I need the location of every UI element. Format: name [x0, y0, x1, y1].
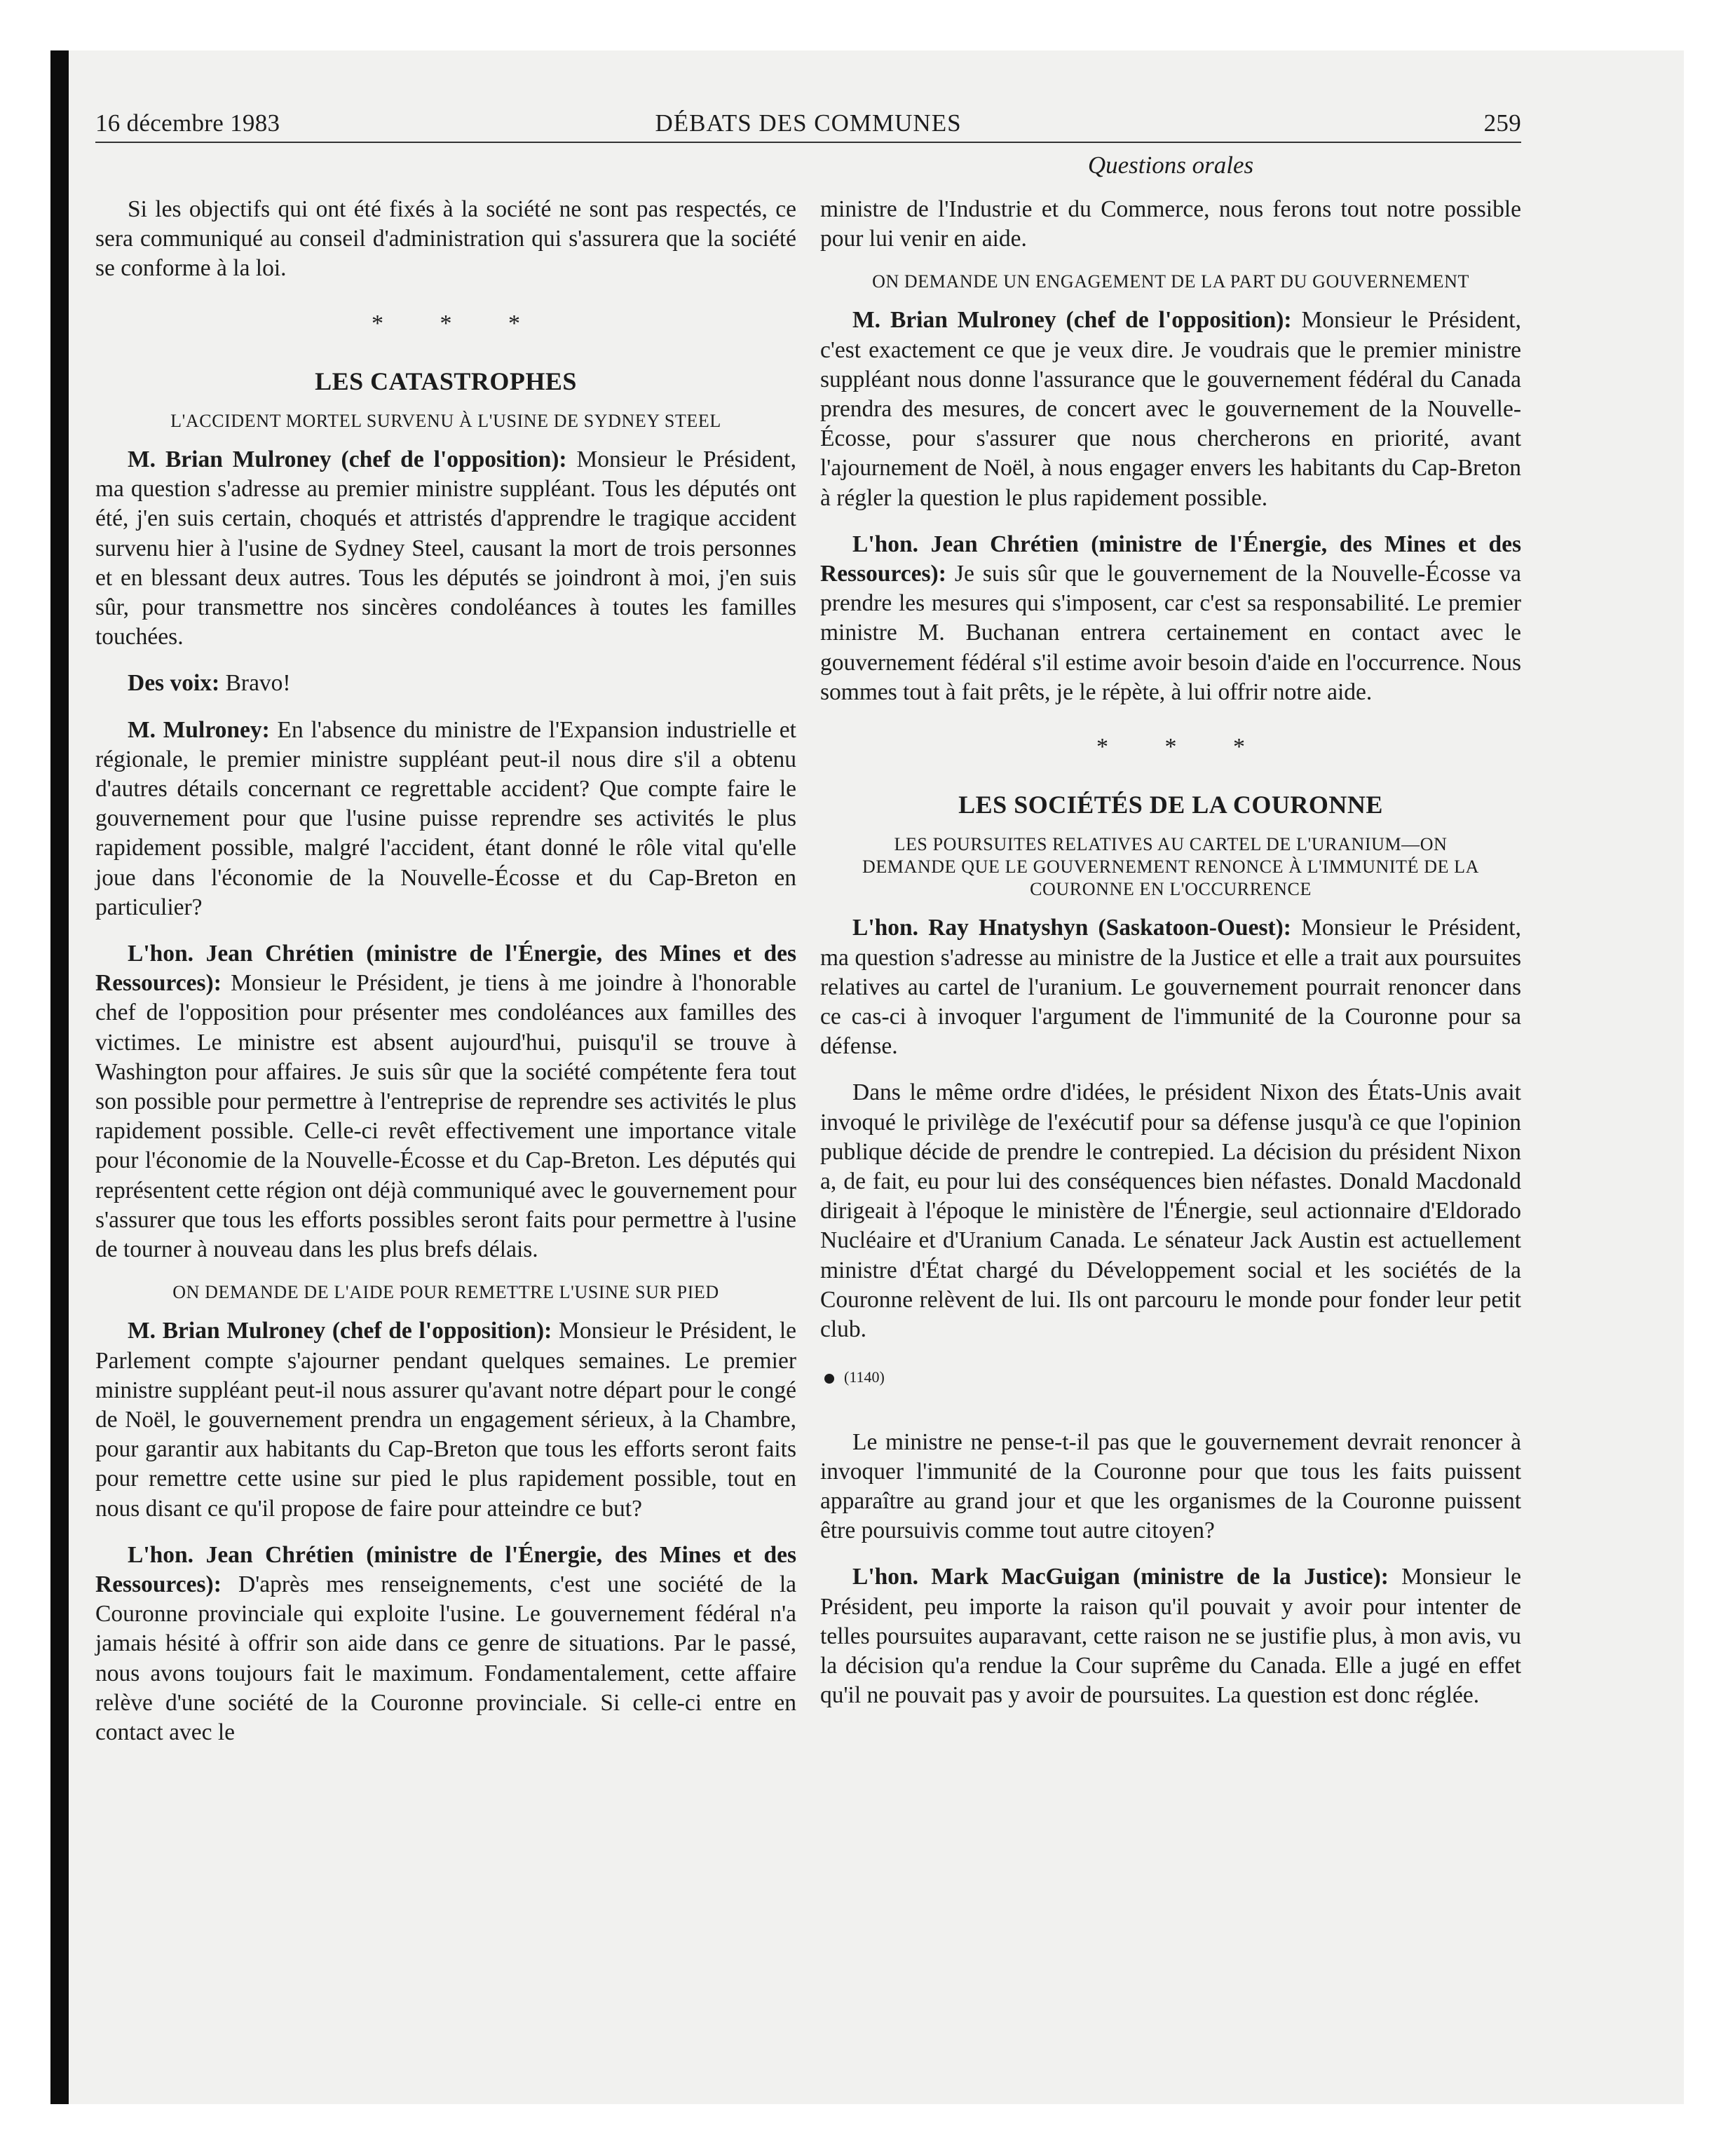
speaker-name: L'hon. Jean Chrétien (ministre de l'Énergie, des Mines et des Ressources): — [820, 531, 1521, 587]
section-heading: LES SOCIÉTÉS DE LA COURONNE — [958, 791, 1383, 819]
paragraph: M. Brian Mulroney (chef de l'opposition): Monsieur le Président, c'est exactement ce que je veux dire. Je voudrais que le premier ministre suppléant nous donne l'assurance que le gouvernement fédéral du Canada prendra des mesures, de concert avec le gouvernement de la Nouvelle-Écosse, pour s'assurer que nous chercherons en priorité, avant l'ajournement de Noël, à nous engager envers les habitants du Cap-Breton à régler la question le plus rapidement possible. — [820, 307, 1521, 511]
subsection-heading: LES POURSUITES RELATIVES AU CARTEL DE L'URANIUM—ON DEMANDE QUE LE GOUVERNEMENT RENONCE À L'IMMUNITÉ DE LA COURONNE EN L'OCCURRENCE — [862, 834, 1480, 900]
time-marker: (1140) — [824, 1363, 1521, 1392]
paragraph: M. Mulroney: En l'absence du ministre de l'Expansion industrielle et régionale, le premier ministre suppléant peut-il nous dire s'il a obtenu d'autres détails concernant ce regrettable accident? Que compte faire le gouvernement pour que l'usine puisse reprendre ses activités le plus rapidement possible, malgré l'accident, étant donné le rôle vital qu'elle joue dans l'économie de la Nouvelle-Écosse et du Cap-Breton en particulier? — [95, 716, 796, 920]
section-heading: LES CATASTROPHES — [315, 367, 577, 395]
page-number: 259 — [1483, 109, 1521, 137]
paragraph: L'hon. Jean Chrétien (ministre de l'Énergie, des Mines et des Ressources): D'après mes renseignements, c'est une société de la Couronne provinciale qui exploite l'usine. Le gouvernement fédéral n'a jamais hésité à offrir son aide dans ce genre de situations. Par le passé, nous avons toujours fait le maximum. Fondamentalement, cette affaire relève d'une société de la Couronne provinciale. Si celle-ci entre en contact avec le — [95, 1541, 796, 1745]
paragraph: M. Brian Mulroney (chef de l'opposition): Monsieur le Président, ma question s'adresse au premier ministre suppléant. Tous les députés ont été, j'en suis certain, choqués et attristés d'apprendre le tragique accident survenu hier à l'usine de Sydney Steel, causant la mort de trois personnes et en blessant deux autres. Tous les députés se joindront à moi, j'en suis sûr, pour transmettre nos sincères condoléances à toutes les familles touchées. — [95, 446, 796, 650]
speaker-name: L'hon. Ray Hnatyshyn (Saskatoon-Ouest): — [852, 915, 1291, 941]
speaker-name: Des voix: — [128, 670, 220, 697]
paragraph: L'hon. Mark MacGuigan (ministre de la Justice): Monsieur le Président, peu importe la raison qu'il pouvait y avoir pour intenter de telles poursuites auparavant, cette raison ne se justifie plus, à mon avis, vu la décision qu'a rendue la Cour suprême du Canada. Elle a jugé en effet qu'il ne pouvait pas y avoir de poursuites. La question est donc réglée. — [820, 1564, 1521, 1709]
speaker-name: L'hon. Jean Chrétien (ministre de l'Énergie, des Mines et des Ressources): — [95, 941, 796, 997]
right-column — [820, 195, 1521, 1727]
subsection-heading: ON DEMANDE DE L'AIDE POUR REMETTRE L'USINE SUR PIED — [172, 1282, 719, 1303]
speaker-name: M. Mulroney: — [128, 716, 270, 743]
paragraph: L'hon. Jean Chrétien (ministre de l'Énergie, des Mines et des Ressources): Monsieur le Président, je tiens à me joindre à l'honorable chef de l'opposition pour présenter mes condoléances aux familles des victimes. Le ministre est absent aujourd'hui, puisqu'il se trouve à Washington pour affaires. Je suis sûr que la société compétente fera tout son possible pour permettre à l'entreprise de reprendre ses activités le plus rapidement possible. Celle-ci revêt effectivement une importance vitale pour l'économie de la Nouvelle-Écosse et du Cap-Breton. Les députés qui représentent cette région ont déjà communiqué avec le gouvernement pour s'assurer que tous les efforts possibles seront faits pour permettre à l'usine de tourner à nouveau dans les plus brefs délais. — [95, 941, 796, 1263]
paragraph: Des voix: Bravo! — [128, 670, 291, 697]
page-header — [95, 102, 1521, 143]
paragraph: M. Brian Mulroney (chef de l'opposition): Monsieur le Président, le Parlement compte s'ajourner pendant quelques semaines. Le premier ministre suppléant peut-il nous assurer qu'avant notre départ pour le congé de Noël, le gouvernement prendra un engagement sérieux, à la Chambre, pour garantir aux habitants du Cap-Breton que tous les efforts seront faits pour remettre cette usine sur pied le plus rapidement possible, tout en nous disant ce qu'il propose de faire pour atteindre ce but? — [95, 1318, 797, 1522]
paragraph: ministre de l'Industrie et du Commerce, nous ferons tout notre possible pour lui venir en aide. — [820, 196, 1521, 252]
scan-binding-edge — [50, 50, 69, 2104]
section-running-title: Questions orales — [1087, 151, 1254, 179]
subsection-heading: ON DEMANDE UN ENGAGEMENT DE LA PART DU GOUVERNEMENT — [872, 271, 1469, 292]
section-separator: * * * — [372, 310, 545, 336]
speaker-name: M. Brian Mulroney (chef de l'opposition): — [852, 307, 1292, 334]
bullet-icon — [824, 1374, 834, 1384]
speaker-name: L'hon. Mark MacGuigan (ministre de la Justice): — [852, 1564, 1389, 1590]
paragraph: Dans le même ordre d'idées, le président Nixon des États-Unis avait invoqué le privilège de l'exécutif pour sa défense jusqu'à ce que l'opinion publique décide de prendre le contrepied. La décision du président Nixon a, de fait, eu pour lui des conséquences bien néfastes. Donald Macdonald dirigeait à l'époque le ministère de l'Énergie, seul actionnaire d'Eldorado Nucléaire et d'Uranium Canada. Le sénateur Jack Austin est actuellement ministre d'État chargé du Développement social et les sociétés de la Couronne relèvent de lui. Ils ont parcouru le monde pour fonder leur petit club. — [820, 1079, 1521, 1343]
speaker-name: L'hon. Jean Chrétien (ministre de l'Énergie, des Mines et des Ressources): — [95, 1541, 796, 1597]
header-title: DÉBATS DES COMMUNES — [655, 109, 962, 137]
subsection-heading: L'ACCIDENT MORTEL SURVENU À L'USINE DE SYDNEY STEEL — [170, 411, 721, 432]
header-date: 16 décembre 1983 — [95, 109, 280, 137]
speaker-name: M. Brian Mulroney (chef de l'opposition): — [128, 1318, 552, 1344]
speaker-name: M. Brian Mulroney (chef de l'opposition): — [128, 446, 567, 473]
paragraph: Si les objectifs qui ont été fixés à la société ne sont pas respectés, ce sera communiqué au conseil d'administration qui s'assurera que la société se conforme à la loi. — [95, 196, 796, 282]
left-column — [95, 195, 796, 1764]
paragraph: L'hon. Ray Hnatyshyn (Saskatoon-Ouest): Monsieur le Président, ma question s'adresse au ministre de la Justice et elle a trait aux poursuites relatives au cartel de l'uranium. Le gouvernement pourrait renoncer dans ce cas-ci à invoquer l'argument de l'immunité de la Couronne pour sa défense. — [820, 915, 1521, 1060]
paragraph: Le ministre ne pense-t-il pas que le gouvernement devrait renoncer à invoquer l'immunité de la Couronne pour que tous les faits puissent apparaître au grand jour et que les organismes de la Couronne puissent être poursuivis comme tout autre citoyen? — [820, 1428, 1521, 1544]
paragraph: L'hon. Jean Chrétien (ministre de l'Énergie, des Mines et des Ressources): Je suis sûr que le gouvernement de la Nouvelle-Écosse va prendre les mesures qui s'imposent, car c'est sa responsabilité. Le premier ministre M. Buchanan entrera certainement en contact avec le gouvernement fédéral s'il estime avoir besoin d'aide en l'occurrence. Nous sommes tout à fait prêts, je le répète, à lui offrir notre aide. — [820, 531, 1521, 705]
section-separator: * * * — [1096, 734, 1270, 760]
